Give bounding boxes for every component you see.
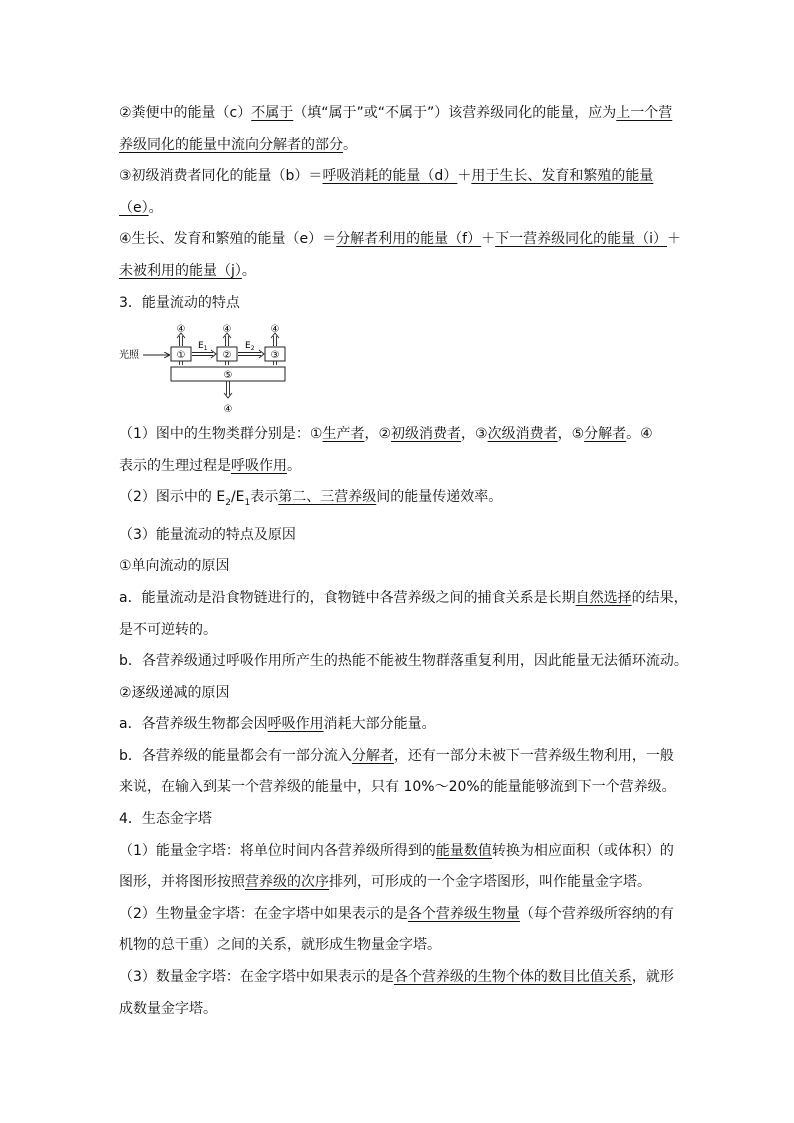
text: 。④ bbox=[626, 426, 653, 443]
para-feces-energy bbox=[119, 98, 681, 130]
decrease-a bbox=[119, 709, 681, 741]
node-5: ⑤ bbox=[223, 370, 233, 382]
text: /E bbox=[230, 489, 245, 506]
respiration-arrows bbox=[177, 333, 279, 398]
decrease-b-line1 bbox=[119, 741, 681, 773]
answer-blank: 上一个营 bbox=[616, 105, 673, 121]
answer-blank: 呼吸作用 bbox=[231, 457, 287, 474]
text: ＋ bbox=[667, 231, 681, 248]
answer-blank: （e） bbox=[119, 199, 149, 216]
text: 排列，可形成的一个金字塔图形，叫作能量金字塔。 bbox=[329, 874, 651, 891]
q1-line2 bbox=[119, 451, 681, 483]
text: ③初级消费者同化的能量（b）＝ bbox=[119, 168, 323, 185]
text: （2）图示中的 E bbox=[119, 489, 226, 506]
answer-blank: 能量数值 bbox=[435, 842, 492, 859]
text: 表示 bbox=[250, 489, 279, 506]
node-4-top-3: ④ bbox=[270, 324, 280, 336]
answer-blank: 分解者 bbox=[351, 747, 394, 764]
node-4-top-1: ④ bbox=[176, 324, 186, 336]
node-4-bottom: ④ bbox=[223, 404, 233, 416]
subscript: 2 bbox=[225, 498, 231, 509]
light-label: 光照 bbox=[119, 350, 139, 362]
text: 间的能量传递效率。 bbox=[376, 489, 503, 506]
one-way-b: b．各营养级通过呼吸作用所产生的热能不能被生物群落重复利用，因此能量无法循环流动。 bbox=[119, 653, 688, 670]
q3-heading: （3）能量流动的特点及原因 bbox=[119, 526, 296, 543]
decrease-heading: ②逐级递减的原因 bbox=[119, 684, 230, 701]
answer-blank: 初级消费者 bbox=[391, 426, 462, 443]
pyramid-2-line2: 机物的总干重）之间的关系，就形成生物量金字塔。 bbox=[119, 937, 441, 954]
answer-blank: 呼吸作用 bbox=[267, 716, 324, 733]
e2-sub: 2 bbox=[250, 345, 255, 353]
answer-blank: 分解者利用的能量（f） bbox=[336, 231, 482, 248]
q1-line1 bbox=[119, 419, 681, 451]
energy-flow-diagram bbox=[119, 323, 319, 417]
text: 消耗大部分能量。 bbox=[323, 716, 436, 733]
text: b．各营养级的能量都会有一部分流入 bbox=[119, 747, 352, 764]
para-growth-energy-cont bbox=[119, 256, 681, 288]
document-body bbox=[119, 98, 688, 1025]
answer-blank: 各个营养级生物量 bbox=[407, 905, 520, 922]
text: ，还有一部分未被下一营养级生物利用，一般 bbox=[393, 747, 674, 764]
answer-blank: 未被利用的能量（j） bbox=[119, 262, 242, 279]
e2-label bbox=[245, 341, 255, 352]
pyramid-1-line1 bbox=[119, 836, 681, 868]
text: ，就形 bbox=[631, 969, 674, 986]
text: （填“属于”或“不属于”）该营养级同化的能量，应为 bbox=[293, 105, 617, 121]
text: （2）生物量金字塔：在金字塔中如果表示的是 bbox=[119, 905, 408, 922]
text: 。 bbox=[287, 457, 301, 474]
text: （1）能量金字塔：将单位时间内各营养级所得到的 bbox=[119, 842, 436, 859]
text: （1）图中的生物类群分别是：① bbox=[119, 426, 323, 443]
text: 。 bbox=[343, 136, 357, 153]
one-way-a-line1 bbox=[119, 583, 688, 615]
para-feces-energy-cont bbox=[119, 130, 681, 162]
e1-sub: 1 bbox=[203, 345, 208, 353]
para-growth-energy bbox=[119, 224, 681, 256]
answer-blank: 用于生长、发育和繁殖的能量 bbox=[471, 168, 654, 185]
text: ，② bbox=[364, 426, 392, 443]
answer-blank: 呼吸消耗的能量（d） bbox=[322, 168, 458, 185]
text: （每个营养级所容纳的有 bbox=[519, 905, 674, 922]
answer-blank: 各个营养级的生物个体的数目比值关系 bbox=[393, 969, 632, 986]
para-primary-consumer-cont bbox=[119, 193, 681, 225]
text: ④生长、发育和繁殖的能量（e）＝ bbox=[119, 231, 337, 248]
answer-blank: 养级同化的能量中流向分解者的部分 bbox=[119, 136, 343, 153]
text: 表示的生理过程是 bbox=[119, 457, 231, 474]
answer-blank: 营养级的次序 bbox=[245, 874, 329, 891]
text: ，⑤ bbox=[557, 426, 585, 443]
answer-blank: 自然选择 bbox=[575, 589, 632, 606]
decrease-b-line2: 来说，在输入到某一个营养级的能量中，只有 10%～20%的能量能够流到下一个营养级。 bbox=[119, 779, 676, 796]
para-primary-consumer bbox=[119, 161, 681, 193]
answer-blank: 生产者 bbox=[322, 426, 365, 443]
node-3: ③ bbox=[270, 350, 280, 362]
text: （3）数量金字塔：在金字塔中如果表示的是 bbox=[119, 969, 394, 986]
text: a．能量流动是沿食物链进行的，食物链中各营养级之间的捕食关系是长期 bbox=[119, 589, 576, 606]
pyramid-3-line2: 成数量金字塔。 bbox=[119, 1000, 217, 1017]
text: 图形，并将图形按照 bbox=[119, 874, 245, 891]
text: ＋ bbox=[457, 168, 472, 185]
one-way-heading: ①单向流动的原因 bbox=[119, 558, 230, 575]
one-way-a-line2: 是不可逆转的。 bbox=[119, 621, 217, 638]
pyramid-1-line2 bbox=[119, 867, 681, 899]
e1-letter: E bbox=[198, 341, 204, 352]
pyramid-3-line1 bbox=[119, 962, 681, 994]
node-1: ① bbox=[176, 350, 186, 362]
answer-blank: 次级消费者 bbox=[487, 426, 558, 443]
subscript: 1 bbox=[244, 498, 251, 509]
energy-flow-svg bbox=[119, 323, 319, 417]
answer-blank: 不属于 bbox=[251, 105, 294, 121]
answer-blank: 下一营养级同化的能量（i） bbox=[495, 231, 667, 248]
section-3-heading: 3．能量流动的特点 bbox=[119, 294, 240, 311]
text: a．各营养级生物都会因 bbox=[119, 716, 268, 733]
e2-letter: E bbox=[245, 341, 251, 352]
text: ＋ bbox=[481, 231, 496, 248]
text: 。 bbox=[148, 199, 163, 216]
section-4-heading: 4．生态金字塔 bbox=[119, 811, 212, 828]
node-2: ② bbox=[222, 350, 232, 362]
q2-line bbox=[119, 482, 681, 519]
text: ②粪便中的能量（c） bbox=[119, 105, 252, 121]
pyramid-2-line1 bbox=[119, 899, 681, 931]
answer-blank: 分解者 bbox=[584, 426, 627, 443]
text: ，③ bbox=[461, 426, 488, 443]
text: 的结果， bbox=[631, 589, 688, 606]
text: 转换为相应面积（或体积）的 bbox=[491, 842, 674, 859]
answer-blank: 第二、三营养级 bbox=[278, 489, 377, 506]
node-4-top-2: ④ bbox=[222, 324, 232, 336]
text: 。 bbox=[241, 262, 256, 279]
e1-label bbox=[198, 341, 208, 352]
